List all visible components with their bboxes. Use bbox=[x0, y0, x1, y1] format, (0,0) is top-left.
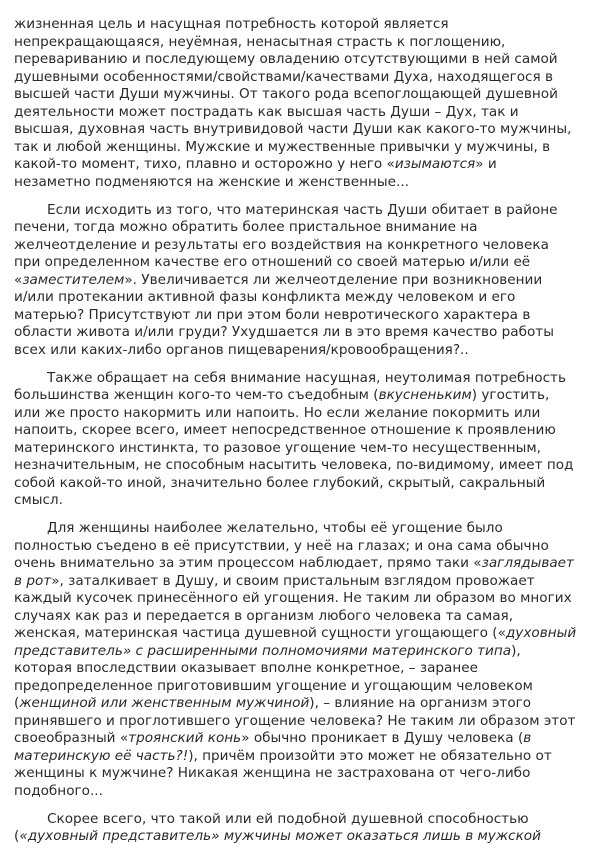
italic-text: в рот bbox=[14, 572, 52, 589]
text-line bbox=[14, 69, 594, 87]
text-segment: женщины к мужчине? Никакая женщина не застрахована от чего-либо bbox=[14, 765, 531, 781]
text-line bbox=[14, 608, 594, 626]
text-line bbox=[14, 51, 594, 69]
text-segment: напоить, скорее всего, имеет непосредственное отношение к проявлению bbox=[14, 422, 556, 438]
document-body bbox=[14, 16, 594, 856]
text-line bbox=[14, 555, 594, 573]
text-line bbox=[14, 475, 594, 493]
text-segment: матерью? Присутствуют ли при этом боли невротического характера в bbox=[14, 306, 531, 323]
text-line bbox=[14, 811, 594, 829]
text-segment: принявшего и проглотившего угощение человека? Не таким ли образом этот bbox=[14, 712, 576, 729]
italic-text: заместителем bbox=[22, 271, 125, 288]
text-segment: Для женщины наиболее желательно, чтобы её угощение было bbox=[47, 520, 503, 536]
text-line bbox=[14, 422, 594, 440]
text-segment: » и bbox=[475, 156, 497, 172]
text-segment: высшая, духовная часть внутривидовой части Души как какого-то мужчины, bbox=[14, 121, 572, 137]
text-segment: « bbox=[14, 271, 23, 288]
text-line bbox=[14, 237, 594, 255]
paragraph bbox=[14, 202, 594, 360]
text-segment: » обычно проникает в Душу человека ( bbox=[241, 730, 524, 746]
text-line bbox=[14, 520, 594, 538]
text-segment: ( bbox=[14, 695, 20, 711]
text-line bbox=[14, 254, 594, 272]
text-line bbox=[14, 748, 594, 766]
text-line bbox=[14, 643, 594, 661]
italic-text: представитель» с расширенными полномочиями материнского типа bbox=[14, 642, 512, 659]
italic-text: духовный bbox=[505, 625, 577, 641]
text-segment: женская, материнская частица душевной сущности угощающего (« bbox=[14, 625, 506, 641]
text-line bbox=[14, 625, 594, 643]
text-line bbox=[14, 121, 594, 139]
text-segment: смысл. bbox=[14, 492, 63, 508]
text-line bbox=[14, 104, 594, 122]
text-segment: предопределенное приготовившим угощение и угощающим человеком bbox=[14, 677, 533, 694]
text-segment: или же просто накормить или напоить. Но если желание покормить или bbox=[14, 404, 541, 421]
text-segment: высшей части Души мужчины. От такого рода всепоглощающей душевной bbox=[14, 86, 558, 102]
text-segment: душевными особенностями/свойствами/качествами Духа, находящегося в bbox=[14, 68, 554, 85]
text-segment: печени, тогда можно обратить более пристальное внимание на bbox=[14, 219, 478, 235]
text-line bbox=[14, 342, 594, 360]
text-line bbox=[14, 765, 594, 783]
text-line bbox=[14, 324, 594, 342]
paragraph bbox=[14, 370, 594, 510]
text-line bbox=[14, 174, 594, 192]
italic-text: материнскую её часть?! bbox=[14, 747, 189, 764]
text-segment: случаях как раз и передается в организм любого человека та самая, bbox=[14, 607, 514, 624]
text-line bbox=[14, 678, 594, 696]
paragraph bbox=[14, 520, 594, 800]
text-segment: деятельности может пострадать как высшая часть Души – Дух, так и bbox=[14, 103, 519, 120]
text-segment: ». Увеличивается ли желчеотделение при возникновении bbox=[124, 271, 543, 288]
paragraph bbox=[14, 811, 594, 846]
text-line bbox=[14, 695, 594, 713]
text-line bbox=[14, 713, 594, 731]
text-segment: материнского инстинкта, то разовое угощение чем-то несущественным, bbox=[14, 439, 541, 456]
text-line bbox=[14, 405, 594, 423]
text-segment: какой-то момент, тихо, плавно и осторожно у него « bbox=[14, 156, 395, 172]
text-line bbox=[14, 573, 594, 591]
text-line bbox=[14, 272, 594, 290]
text-segment: незначительным, не способным насытить человека, по-видимому, имеет под bbox=[14, 457, 574, 473]
text-segment: перевариванию и последующему овладению отсутствующими в ней самой bbox=[14, 51, 558, 67]
text-line bbox=[14, 16, 594, 34]
text-line bbox=[14, 492, 594, 510]
text-line bbox=[14, 86, 594, 104]
text-line bbox=[14, 139, 594, 157]
text-segment: жизненная цель и насущная потребность которой является bbox=[14, 16, 449, 32]
text-segment: большинства женщин кого-то чем-то съедобным ( bbox=[14, 387, 379, 403]
text-segment: Скорее всего, что такой или ей подобной душевной способностью bbox=[47, 810, 529, 827]
italic-text: троянский конь bbox=[128, 730, 242, 746]
text-line bbox=[14, 307, 594, 325]
text-segment: при определенном качестве его отношений со своей матерью и/или её bbox=[14, 254, 531, 270]
text-line bbox=[14, 370, 594, 388]
text-segment: полностью съедено в её присутствии, у неё на глазах; и она сама обычно bbox=[14, 537, 549, 554]
paragraph bbox=[14, 16, 594, 191]
text-line bbox=[14, 440, 594, 458]
italic-text: заглядывает bbox=[481, 555, 574, 571]
text-line bbox=[14, 828, 594, 846]
text-line bbox=[14, 202, 594, 220]
italic-text: женщиной или женственным мужчиной bbox=[19, 695, 310, 711]
italic-text: изымаются bbox=[394, 156, 476, 172]
text-line bbox=[14, 783, 594, 801]
text-segment: подобного... bbox=[14, 782, 103, 799]
text-segment: », заталкивает в Душу, и своим пристальным взглядом провожает bbox=[51, 572, 535, 589]
italic-text: «духовный представитель» мужчины может оказаться лишь в мужской bbox=[19, 828, 541, 844]
text-line bbox=[14, 538, 594, 556]
text-segment: всех или каких-либо органов пищеварения/кровообращения?.. bbox=[14, 341, 469, 358]
text-segment: ), bbox=[511, 642, 521, 659]
text-segment: ) угостить, bbox=[471, 387, 550, 403]
text-line bbox=[14, 219, 594, 237]
text-segment: которая впоследствии оказывает вполне конкретное, – заранее bbox=[14, 660, 478, 676]
text-line bbox=[14, 730, 594, 748]
text-line bbox=[14, 156, 594, 174]
text-segment: каждый кусочек принесённого ей угощения. Не таким ли образом во многих bbox=[14, 590, 572, 606]
text-segment: желчеотделение и результаты его воздействия на конкретного человека bbox=[14, 236, 549, 253]
text-line bbox=[14, 457, 594, 475]
text-line bbox=[14, 590, 594, 608]
italic-text: в bbox=[523, 730, 532, 746]
text-segment: и/или протекании активной фазы конфликта между человеком и его bbox=[14, 289, 516, 305]
text-segment: очень внимательно за этим процессом наблюдает, прямо таки « bbox=[14, 555, 482, 571]
text-segment: ( bbox=[14, 828, 20, 844]
italic-text: вкусненьким bbox=[378, 387, 472, 403]
text-segment: незаметно подменяются на женские и женственные... bbox=[14, 173, 409, 190]
text-segment: собой какой-то иной, значительно более глубокий, скрытый, сакральный bbox=[14, 474, 546, 491]
text-line bbox=[14, 289, 594, 307]
text-line bbox=[14, 660, 594, 678]
text-segment: ), причём произойти это может не обязательно от bbox=[188, 747, 552, 764]
text-line bbox=[14, 34, 594, 52]
text-segment: непрекращающаяся, неуёмная, ненасытная страсть к поглощению, bbox=[14, 33, 506, 50]
text-segment: Если исходить из того, что материнская часть Души обитает в районе bbox=[47, 201, 558, 218]
text-segment: ), – влияние на организм этого bbox=[309, 695, 532, 711]
text-segment: Также обращает на себя внимание насущная, неутолимая потребность bbox=[47, 369, 566, 386]
text-line bbox=[14, 387, 594, 405]
text-segment: области живота и/или груди? Ухудшается ли в это время качество работы bbox=[14, 324, 554, 340]
text-segment: так и любой женщины. Мужские и мужественные привычки у мужчины, в bbox=[14, 138, 551, 155]
text-segment: своеобразный « bbox=[14, 730, 129, 746]
